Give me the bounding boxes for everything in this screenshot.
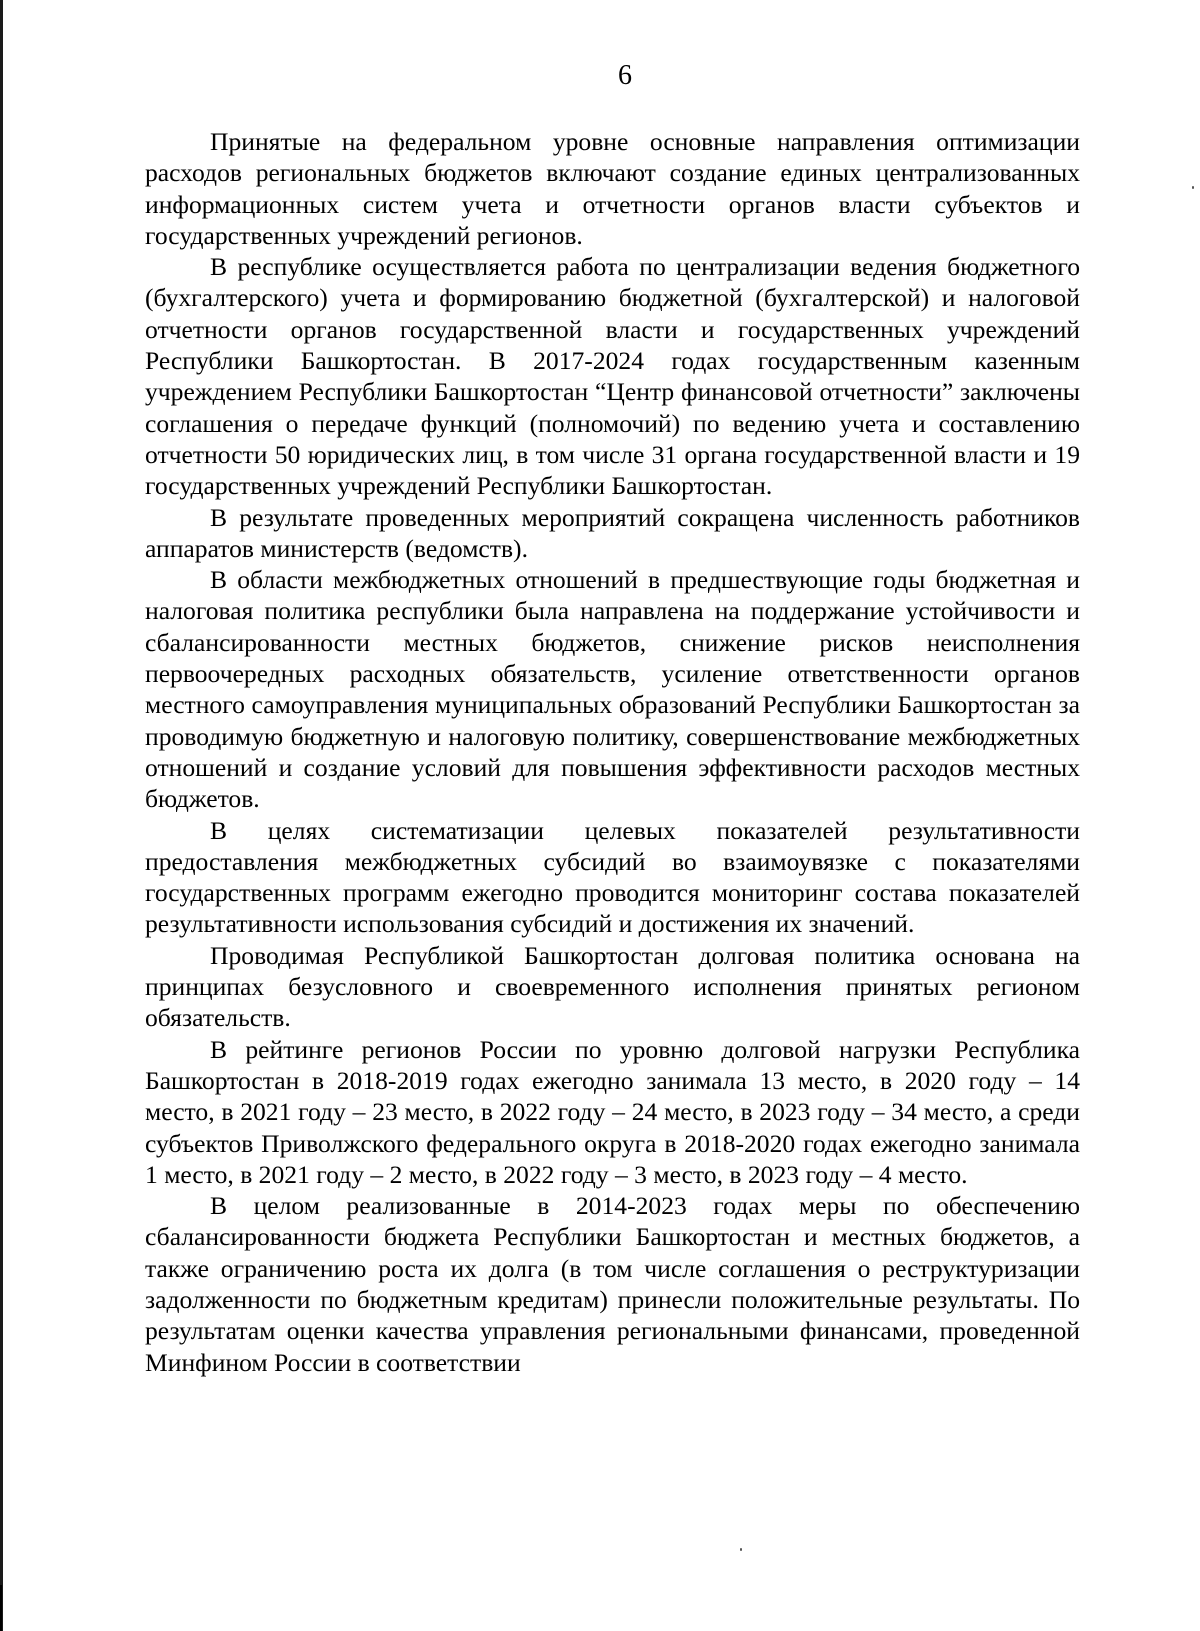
paragraph-staff-reduction: В результате проведенных мероприятий сокращена численность работников аппаратов министерств (ведомств). [145, 502, 1080, 563]
page-number: 6 [618, 60, 632, 91]
paragraph-results: В целом реализованные в 2014-2023 годах меры по обеспечению сбалансированности бюджета Республики Башкортостан и местных бюджетов, а также ограничению роста их долга (в том числе соглашения о реструктуризации задолженности по бюджетным кредитам) принесли положительные результаты. По результатам оценки качества управления региональными финансами, проведенной Минфином России в соответствии [145, 1191, 1080, 1377]
scan-left-edge [0, 0, 3, 1631]
paragraph-subsidy-indicators: В целях систематизации целевых показателей результативности предоставления межбюджетных субсидий во взаимоувязке с показателями государственных программ ежегодно проводится мониторинг состава показателей результативности использования субсидий и достижения их значений. [145, 815, 1080, 939]
scan-speck [740, 1548, 742, 1551]
page-number-container [0, 58, 1200, 94]
scan-speck [1192, 186, 1194, 189]
scan-bottom-mark [0, 1585, 2, 1631]
paragraph-interbudget-relations: В области межбюджетных отношений в предшествующие годы бюджетная и налоговая политика республики была направлена на поддержание устойчивости и сбалансированности местных бюджетов, снижение рисков неисполнения первоочередных расходных обязательств, усиление ответственности органов местного самоуправления муниципальных образований Республики Башкортостан за проводимую бюджетную и налоговую политику, совершенствование межбюджетных отношений и создание условий для повышения эффективности расходов местных бюджетов. [145, 565, 1080, 814]
body-text [145, 126, 1080, 1378]
paragraph-centralization: В республике осуществляется работа по централизации ведения бюджетного (бухгалтерского) учета и формированию бюджетной (бухгалтерской) и налоговой отчетности органов государственной власти и государственных учреждений Республики Башкортостан. В 2017-2024 годах государственным казенным учреждением Республики Башкортостан “Центр финансовой отчетности” заключены соглашения о передаче функций (полномочий) по ведению учета и составлению отчетности 50 юридических лиц, в том числе 31 органа государственной власти и 19 государственных учреждений Республики Башкортостан. [145, 252, 1080, 501]
paragraph-debt-policy: Проводимая Республикой Башкортостан долговая политика основана на принципах безусловного и своевременного исполнения принятых регионом обязательств. [145, 940, 1080, 1033]
paragraph-optimization: Принятые на федеральном уровне основные направления оптимизации расходов региональных бюджетов включают создание единых централизованных информационных систем учета и отчетности органов власти субъектов и государственных учреждений регионов. [145, 127, 1080, 250]
paragraph-debt-rating: В рейтинге регионов России по уровню долговой нагрузки Республика Башкортостан в 2018-2019 годах ежегодно занимала 13 место, в 2020 году – 14 место, в 2021 году – 23 место, в 2022 году – 24 место, в 2023 году – 34 место, а среди субъектов Приволжского федерального округа в 2018-2020 годах ежегодно занимала 1 место, в 2021 году – 2 место, в 2022 году – 3 место, в 2023 году – 4 место. [145, 1034, 1080, 1189]
